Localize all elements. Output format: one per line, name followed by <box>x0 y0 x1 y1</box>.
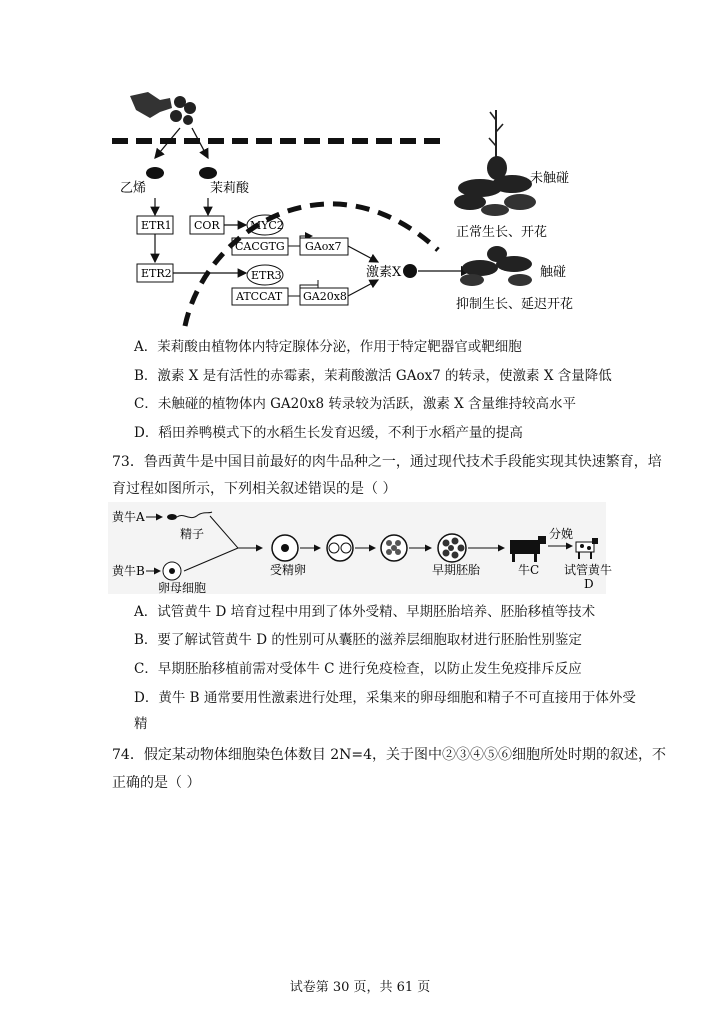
etr2-label: ETR2 <box>141 267 172 280</box>
test-tube-cattle-label: 试管黄牛 <box>564 563 613 577</box>
touched-label: 触碰 <box>540 265 567 280</box>
oocyte-label: 卵母细胞 <box>158 581 207 595</box>
q72-option-a: A．茉莉酸由植物体内特定腺体分泌，作用于特定靶器官或靶细胞 <box>134 339 522 355</box>
two-cell-icon <box>327 535 353 561</box>
early-embryo-label: 早期胚胎 <box>432 563 481 577</box>
jasmonic-label: 茉莉酸 <box>210 181 250 196</box>
cattle-a-label: 黄牛A <box>112 510 145 524</box>
myc2-label: MYC2 <box>250 219 284 232</box>
gaox7-label: GAox7 <box>305 240 342 253</box>
zygote-icon <box>272 535 298 561</box>
q72-option-b: B．激素 X 是有活性的赤霉素，茉莉酸激活 GAox7 的转录，使激素 X 含量降低 <box>134 368 612 384</box>
ethylene-label: 乙烯 <box>120 181 147 196</box>
untouched-plant-icon <box>454 110 536 216</box>
q73-option-a: A．试管黄牛 D 培育过程中用到了体外受精、早期胚胎培养、胚胎移植等技术 <box>134 604 596 620</box>
q73-option-d-cont: 精 <box>134 716 148 732</box>
touch-response-diagram <box>0 0 720 340</box>
jasmonic-receptor-oval <box>199 167 217 179</box>
early-embryo-icon <box>438 534 466 562</box>
q73-stem-line1: 73．鲁西黄牛是中国目前最好的肉牛品种之一，通过现代技术手段能实现其快速繁育，培 <box>112 454 662 470</box>
q73-option-c: C．早期胚胎移植前需对受体牛 C 进行免疫检查，以防止发生免疫排斥反应 <box>134 661 582 677</box>
cor-label: COR <box>194 219 220 232</box>
ga20x8-label: GA20x8 <box>303 290 347 303</box>
page-footer: 试卷第 30 页，共 61 页 <box>289 980 431 995</box>
q74-stem-line1: 74．假定某动物体细胞染色体数目 2N=4，关于图中②③④⑤⑥细胞所处时期的叙述，不 <box>112 747 667 763</box>
inhibit-growth-label: 抑制生长、延迟开花 <box>456 297 574 312</box>
touched-plant-icon <box>460 246 532 286</box>
cacgtg-label: CACGTG <box>235 240 285 253</box>
finger-touch-icon <box>130 92 196 125</box>
q72-option-d: D．稻田养鸭模式下的水稻生长发育迟缓，不利于水稻产量的提高 <box>134 425 523 441</box>
cattle-breeding-diagram <box>0 500 720 600</box>
ethylene-receptor-oval <box>146 167 164 179</box>
morula-icon <box>381 535 407 561</box>
q73-stem-line2: 育过程如图所示，下列相关叙述错误的是（ ） <box>112 481 397 497</box>
atccat-label: ATCCAT <box>236 290 283 303</box>
q72-option-c: C．未触碰的植物体内 GA20x8 转录较为活跃，激素 X 含量维持较高水平 <box>134 396 577 412</box>
zygote-label: 受精卵 <box>270 563 307 577</box>
q73-option-d: D．黄牛 B 通常要用性激素进行处理，采集来的卵母细胞和精子不可直接用于体外受 <box>134 690 636 706</box>
q73-option-b: B．要了解试管黄牛 D 的性别可从囊胚的滋养层细胞取材进行胚胎性别鉴定 <box>134 632 582 648</box>
birth-label: 分娩 <box>549 527 574 541</box>
oocyte-icon <box>163 562 181 580</box>
cattle-c-label: 牛C <box>518 563 540 577</box>
etr3-label: ETR3 <box>251 269 282 282</box>
etr1-label: ETR1 <box>141 219 172 232</box>
normal-growth-label: 正常生长、开花 <box>456 225 548 240</box>
cattle-d-label: D <box>584 577 594 591</box>
hormone-x-dot <box>403 264 417 278</box>
q74-stem-line2: 正确的是（ ） <box>112 775 201 791</box>
untouched-label: 未触碰 <box>530 171 570 186</box>
hormone-x-label: 激素X <box>366 265 402 280</box>
cattle-b-label: 黄牛B <box>112 564 145 578</box>
sperm-label: 精子 <box>180 527 205 541</box>
